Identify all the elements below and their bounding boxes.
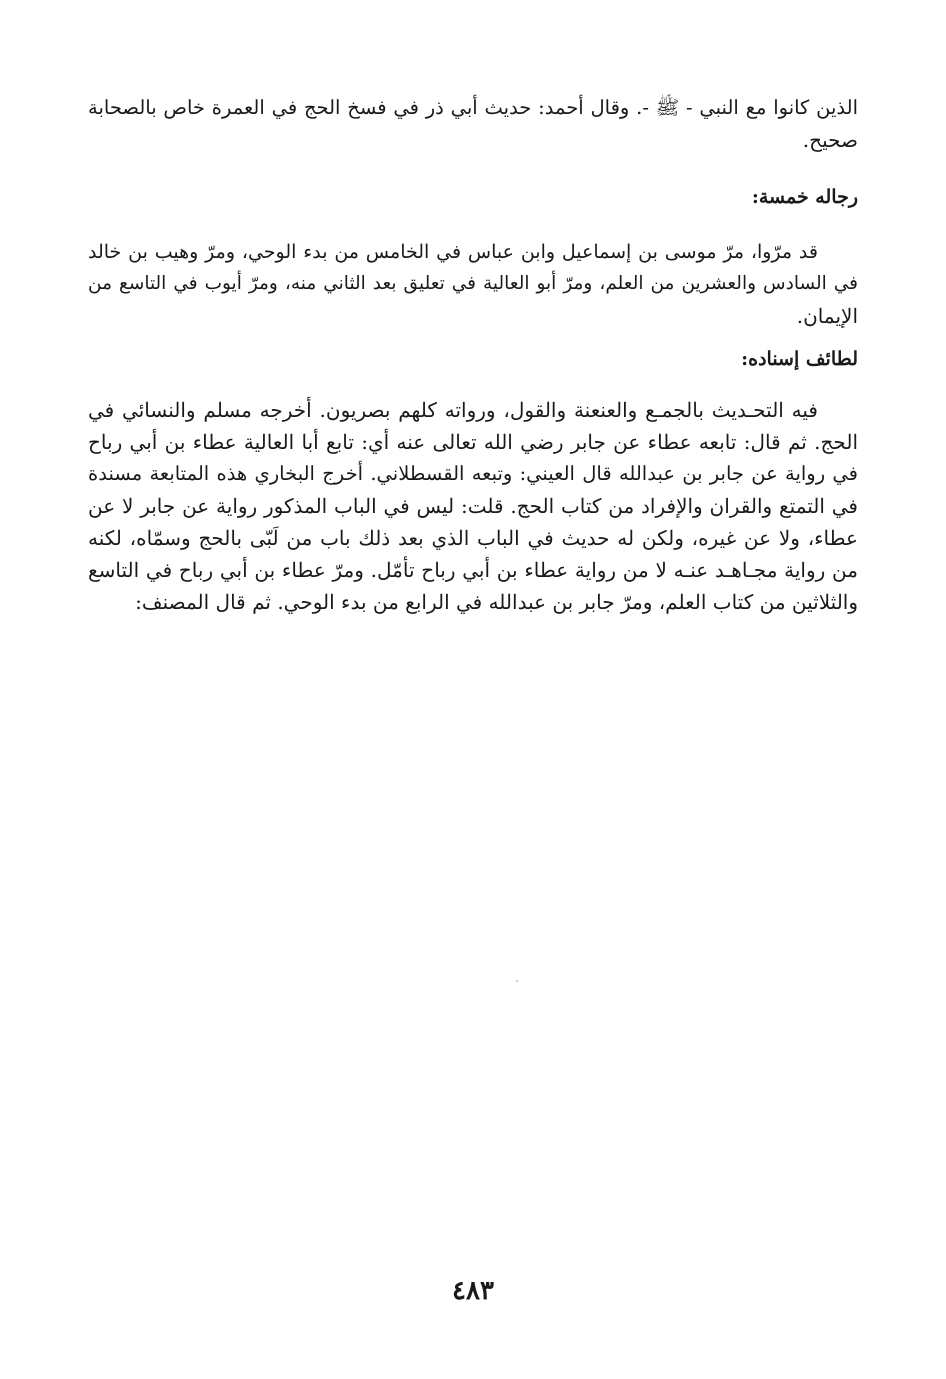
lataif-line-6: من رواية مجـاهـد عنـه لا من رواية عطاء بن أبي رباح تأمّل. ومرّ عطاء بن أبي رباح في التاسع [88,558,858,582]
rijal-line-1: قد مرّوا، مرّ موسى بن إسماعيل وابن عباس في الخامس من بدء الوحي، ومرّ وهيب بن خالد [88,241,818,263]
scan-speck [516,980,518,982]
lataif-line-3: في رواية عن جابر بن عبدالله قال العيني: وتبعه القسطلاني. أخرج البخاري هذه المتابعة مسندة [88,462,858,485]
lataif-line-4: في التمتع والقران والإفراد من كتاب الحج. قلت: ليس في الباب المذكور رواية عن جابر لا عن [88,494,858,518]
intro-line-2: صحيح. [802,128,858,152]
rijal-line-3: الإيمان. [796,304,858,328]
lataif-line-2: الحج. ثم قال: تابعه عطاء عن جابر رضي الله تعالى عنه أي: تابع أبا العالية عطاء بن أبي رباح [88,430,858,454]
rijal-heading: رجاله خمسة: [751,186,858,208]
lataif-line-5: عطاء، ولا عن غيره، ولكن له حديث في الباب الذي بعد ذلك باب من لَبّى بالحج وسمّاه، لكنه [88,526,858,550]
page-number: ٤٨٣ [452,1276,494,1306]
lataif-line-1: فيه التحـديث بالجمـع والعنعنة والقول، ورواته كلهم بصريون. أخرجه مسلم والنسائي في [88,398,818,422]
rijal-line-2: في السادس والعشرين من العلم، ومرّ أبو العالية في تعليق بعد الثاني منه، ومرّ أيوب في التاسع من [88,273,858,294]
intro-line-1: الذين كانوا مع النبي - ﷺ -. وقال أحمد: حديث أبي ذر في فسخ الحج في العمرة خاص بالصحابة [88,96,858,119]
lataif-line-7: والثلاثين من كتاب العلم، ومرّ جابر بن عبدالله في الرابع من بدء الوحي. ثم قال المصنف: [135,590,858,614]
lataif-heading: لطائف إسناده: [741,348,858,370]
rijal-paragraph [88,236,858,332]
intro-paragraph [88,92,858,156]
lataif-paragraph [88,394,858,618]
